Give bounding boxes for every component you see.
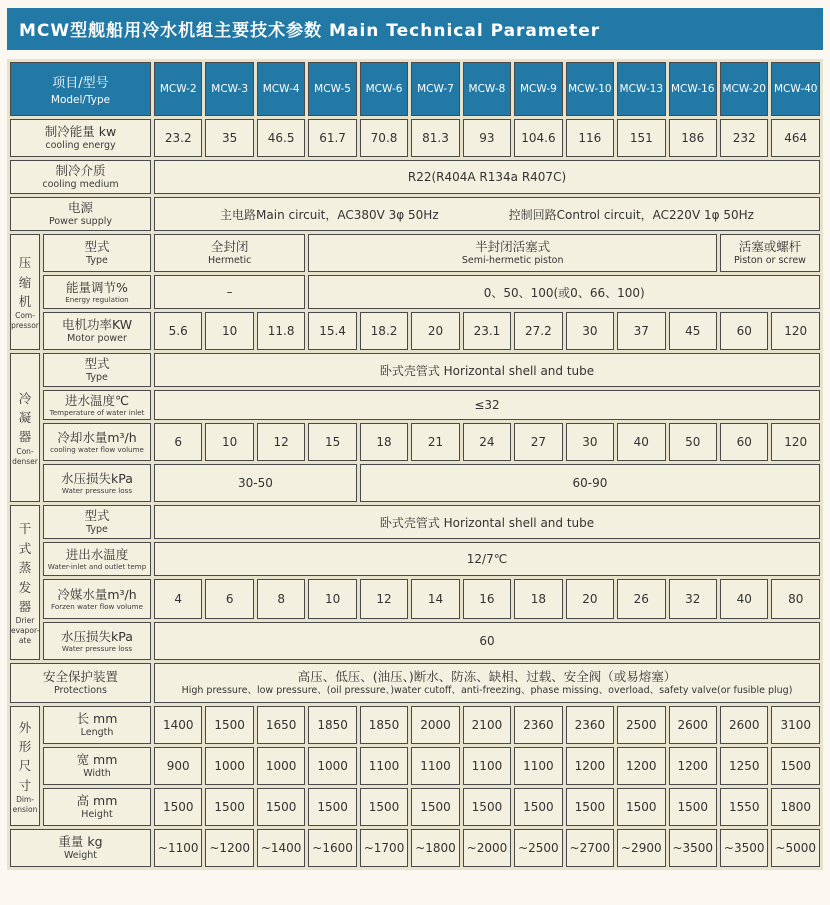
value-cell: 1500 [617,788,665,826]
value-cell: 1850 [360,706,408,744]
value-cell: 1500 [771,747,820,785]
corner-label-zh: 项目/型号 [52,76,109,91]
table-row [10,197,820,231]
value-cell: 1500 [205,706,253,744]
row-label-en: Energy regulation [65,295,129,305]
row-label-en: cooling energy [45,140,116,152]
section-label: 冷 凝 器 Con- denser [10,353,40,502]
model-header-cell: MCW-13 [617,62,665,116]
value-cell: 2360 [514,706,562,744]
value-cell: ~2000 [463,829,511,867]
row-label-zh: 进水温度℃ [64,392,130,408]
value-cell: 1200 [566,747,614,785]
table-row [10,663,820,703]
table-row [10,312,820,350]
model-header-cell: MCW-2 [154,62,202,116]
model-header-cell: MCW-9 [514,62,562,116]
value-cell: 40 [720,579,768,619]
model-header-cell: MCW-5 [308,62,356,116]
value-cell: 116 [566,119,614,157]
table-row [10,542,820,576]
merged-value-cell: 活塞或螺杆 Piston or screw [720,234,820,272]
value-cell: 10 [308,579,356,619]
value-cell: 1200 [617,747,665,785]
row-label-zh: 安全保护装置 [42,669,118,685]
value-cell: 104.6 [514,119,562,157]
row-label [10,197,151,231]
merged-value-cell: 主电路Main circuit，AC380V 3φ 50Hz 控制回路Control circuit，AC220V 1φ 50Hz [154,197,820,231]
table-row [10,353,820,387]
value-cell: 1000 [205,747,253,785]
value-cell: 46.5 [257,119,305,157]
model-header-cell: MCW-10 [566,62,614,116]
row-label-en: cooling water flow volume [50,445,144,455]
value-cell: ~1700 [360,829,408,867]
row-label-zh: 重量 kg [58,834,103,850]
row-label [43,423,151,461]
value-cell: 15.4 [308,312,356,350]
row-label-en: Water-inlet and outlet temp [47,562,147,572]
row-label-en: Water pressure loss [61,486,133,496]
row-label-en: cooling medium [42,179,119,191]
row-label-zh: 水压损失kPa [61,470,133,486]
table-row [10,829,820,867]
table-row [10,622,820,660]
row-label-zh: 进出水温度 [65,546,129,562]
value-cell: 1500 [360,788,408,826]
value-cell: 20 [411,312,459,350]
table-row [10,234,820,272]
row-label-en: Protections [53,685,107,697]
value-cell: ~2900 [617,829,665,867]
row-label [43,622,151,660]
value-cell: ~1800 [411,829,459,867]
value-cell: 1500 [411,788,459,826]
table-body [10,62,820,867]
value-cell: ~1200 [205,829,253,867]
table-row [10,160,820,194]
row-label-zh: 冷却水量m³/h [57,429,137,445]
row-label-zh: 型式 [84,356,110,372]
row-label [43,353,151,387]
row-label-zh: 水压损失kPa [61,628,133,644]
row-label-en: Forzen water flow volume [51,602,143,612]
corner-label-en: Model/Type [50,94,111,106]
value-cell: 60 [720,312,768,350]
value-cell: ~3500 [669,829,717,867]
value-cell: 1550 [720,788,768,826]
value-cell: 37 [617,312,665,350]
value-cell: 93 [463,119,511,157]
merged-value-cell: 半封闭活塞式 Semi-hermetic piston [308,234,717,272]
value-cell: 900 [154,747,202,785]
value-cell: 81.3 [411,119,459,157]
models-corner-cell [10,62,151,116]
value-cell: 15 [308,423,356,461]
value-cell: 23.1 [463,312,511,350]
merged-value-cell: 高压、低压、(油压、)断水、防冻、缺相、过载、安全阀（或易熔塞） High pressure、low pressure、(oil pressure、)water cutoff、anti-freezing、phase missing、overload、safety valve(or fusible plug) [154,663,820,703]
value-cell: 1650 [257,706,305,744]
value-cell: 18 [360,423,408,461]
row-label-en: Motor power [67,333,127,345]
merged-value-cell: R22(R404A R134a R407C) [154,160,820,194]
row-label [10,119,151,157]
model-header-cell: MCW-3 [205,62,253,116]
row-label [43,234,151,272]
row-label [10,829,151,867]
value-cell: 2100 [463,706,511,744]
value-cell: ~1400 [257,829,305,867]
value-cell: 2600 [720,706,768,744]
row-label [43,390,151,420]
row-label [43,542,151,576]
value-cell: 8 [257,579,305,619]
value-cell: 2360 [566,706,614,744]
row-label-en: Water pressure loss [61,644,133,654]
row-label-en: Power supply [48,216,113,228]
value-cell: 21 [411,423,459,461]
table-row [10,390,820,420]
model-header-cell: MCW-4 [257,62,305,116]
row-label-zh: 型式 [84,239,110,255]
row-label-zh: 制冷介质 [55,163,106,179]
value-cell: 1000 [308,747,356,785]
value-cell: 1100 [463,747,511,785]
parameters-table [7,59,823,870]
value-cell: 232 [720,119,768,157]
value-cell: 12 [257,423,305,461]
row-label-zh: 冷媒水量m³/h [57,586,137,602]
value-cell: ~5000 [771,829,820,867]
merged-value-cell: 12/7℃ [154,542,820,576]
table-row [10,423,820,461]
model-header-cell: MCW-7 [411,62,459,116]
value-cell: 2500 [617,706,665,744]
value-cell: 2000 [411,706,459,744]
value-cell: 4 [154,579,202,619]
value-cell: 1100 [411,747,459,785]
table-row [10,579,820,619]
value-cell: 18.2 [360,312,408,350]
value-cell: 60 [720,423,768,461]
model-header-cell: MCW-8 [463,62,511,116]
value-cell: ~2700 [566,829,614,867]
row-label [43,505,151,539]
value-cell: 6 [154,423,202,461]
row-label [43,312,151,350]
row-label-en: Length [80,727,114,739]
table-row [10,788,820,826]
section-label: 压 缩 机 Com- pressor [10,234,40,350]
row-label [43,275,151,309]
value-cell: 50 [669,423,717,461]
row-label-zh: 高 mm [76,793,118,809]
value-cell: 1800 [771,788,820,826]
section-label: 干 式 蒸 发 器 Drier evapor- ate [10,505,40,660]
value-cell: 27 [514,423,562,461]
value-cell: 1500 [463,788,511,826]
value-cell: 1500 [308,788,356,826]
value-cell: 18 [514,579,562,619]
merged-value-cell: 60-90 [360,464,820,502]
value-cell: 24 [463,423,511,461]
value-cell: 1500 [669,788,717,826]
row-label-zh: 宽 mm [76,752,118,768]
row-label-zh: 型式 [84,508,110,524]
value-cell: 12 [360,579,408,619]
value-cell: 1000 [257,747,305,785]
page-title: MCW型舰船用冷水机组主要技术参数 Main Technical Parameter [7,8,823,50]
merged-value-cell: 60 [154,622,820,660]
value-cell: 45 [669,312,717,350]
row-label-en: Type [86,255,108,267]
row-label [43,464,151,502]
value-cell: 151 [617,119,665,157]
row-label [43,579,151,619]
value-cell: 3100 [771,706,820,744]
value-cell: ~2500 [514,829,562,867]
value-cell: 1250 [720,747,768,785]
row-label-en: Weight [63,850,98,862]
value-cell: 1500 [257,788,305,826]
value-cell: 1500 [514,788,562,826]
row-label-en: Height [81,809,113,821]
row-label-en: Temperature of water inlet [49,408,145,418]
value-cell: 35 [205,119,253,157]
row-label-en: Type [86,372,108,384]
value-cell: 1500 [205,788,253,826]
value-cell: 10 [205,312,253,350]
value-cell: 70.8 [360,119,408,157]
merged-value-cell: ≤32 [154,390,820,420]
value-cell: ~1100 [154,829,202,867]
value-cell: 1500 [566,788,614,826]
value-cell: 1400 [154,706,202,744]
row-label-zh: 电源 [67,200,93,216]
row-label-zh: 长 mm [76,711,118,727]
header-row [10,62,820,116]
model-header-cell: MCW-20 [720,62,768,116]
value-cell: 26 [617,579,665,619]
value-cell: 23.2 [154,119,202,157]
row-label-zh: 能量调节% [66,279,128,295]
value-cell: 14 [411,579,459,619]
value-cell: 120 [771,312,820,350]
table-row [10,747,820,785]
value-cell: ~1600 [308,829,356,867]
model-header-cell: MCW-16 [669,62,717,116]
merged-value-cell: 30-50 [154,464,357,502]
row-label [10,160,151,194]
value-cell: 464 [771,119,820,157]
merged-value-cell: 0、50、100(或0、66、100) [308,275,820,309]
row-label-zh: 制冷能量 kw [44,124,117,140]
value-cell: 20 [566,579,614,619]
value-cell: 30 [566,312,614,350]
row-label-en: Type [86,524,108,536]
value-cell: ~3500 [720,829,768,867]
value-cell: 5.6 [154,312,202,350]
value-cell: 1100 [514,747,562,785]
value-cell: 120 [771,423,820,461]
row-label [43,788,151,826]
row-label-zh: 电机功率KW [61,317,133,333]
row-label-en: Width [83,768,111,780]
merged-value-cell: 全封闭 Hermetic [154,234,305,272]
table-row [10,119,820,157]
value-cell: 30 [566,423,614,461]
value-cell: 80 [771,579,820,619]
value-cell: 1500 [154,788,202,826]
table-row [10,505,820,539]
model-header-cell: MCW-40 [771,62,820,116]
value-cell: 1200 [669,747,717,785]
merged-value-cell: – [154,275,305,309]
value-cell: 32 [669,579,717,619]
table-row [10,706,820,744]
table-row [10,464,820,502]
model-header-cell: MCW-6 [360,62,408,116]
section-label: 外 形 尺 寸 Dim- ension [10,706,40,826]
value-cell: 6 [205,579,253,619]
value-cell: 40 [617,423,665,461]
value-cell: 11.8 [257,312,305,350]
value-cell: 27.2 [514,312,562,350]
value-cell: 2600 [669,706,717,744]
value-cell: 186 [669,119,717,157]
row-label [43,706,151,744]
row-label [43,747,151,785]
table-row [10,275,820,309]
row-label [10,663,151,703]
merged-value-cell: 卧式壳管式 Horizontal shell and tube [154,505,820,539]
value-cell: 1100 [360,747,408,785]
value-cell: 1850 [308,706,356,744]
value-cell: 16 [463,579,511,619]
value-cell: 10 [205,423,253,461]
value-cell: 61.7 [308,119,356,157]
merged-value-cell: 卧式壳管式 Horizontal shell and tube [154,353,820,387]
